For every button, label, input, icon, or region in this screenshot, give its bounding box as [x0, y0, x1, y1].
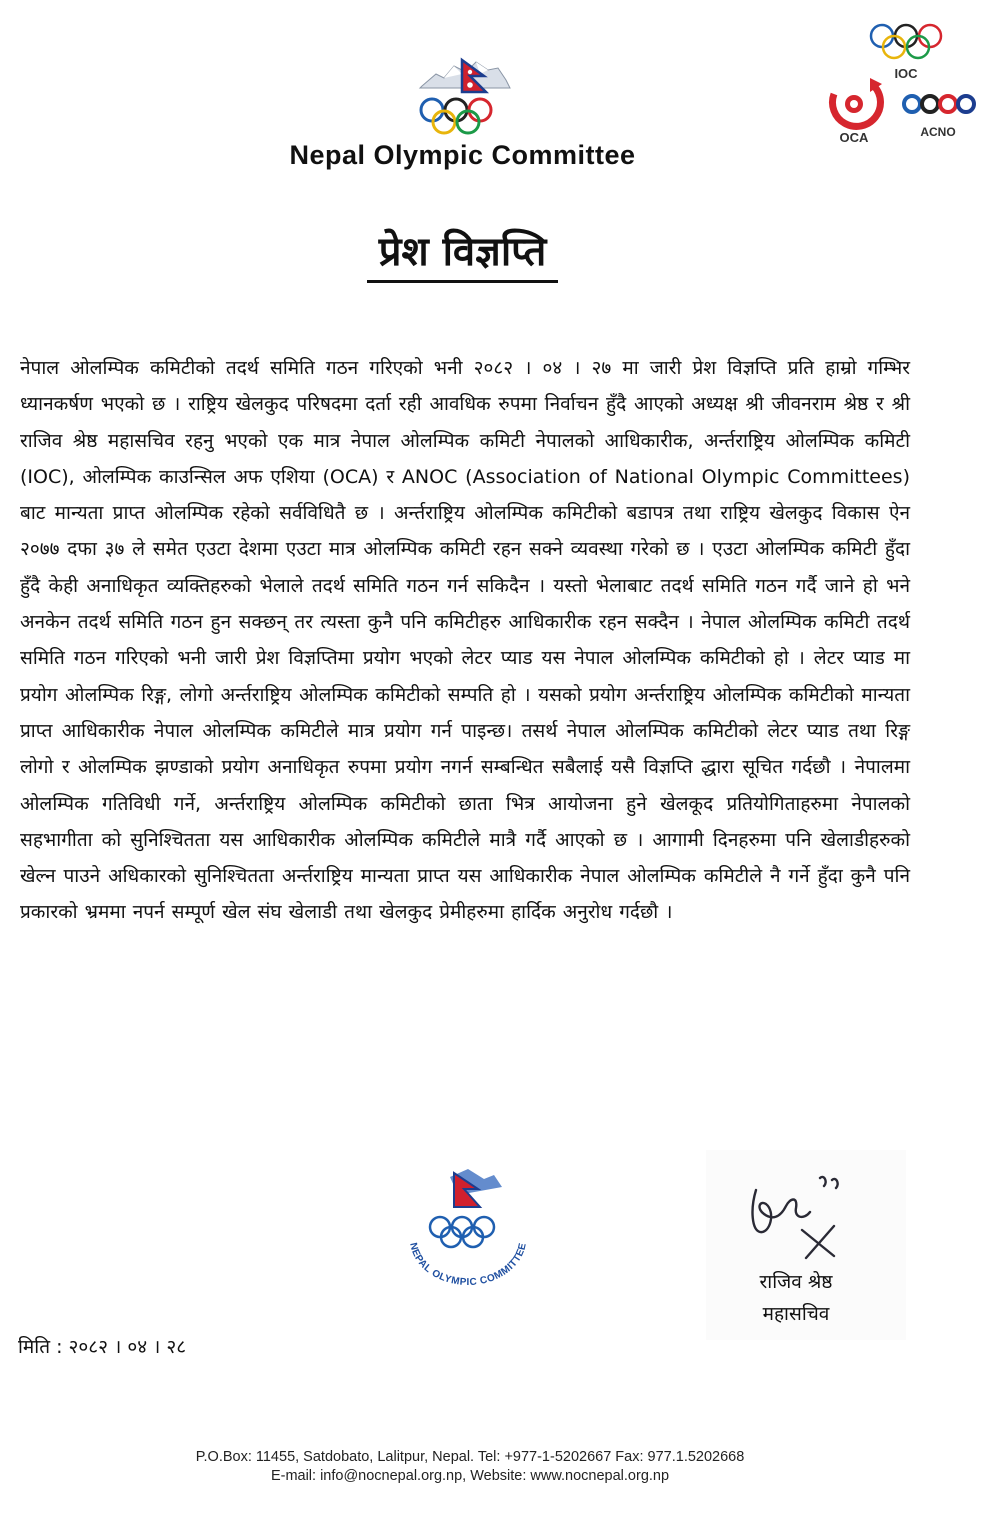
signer-title: महासचिव [762, 1303, 830, 1325]
footer [0, 1448, 940, 1486]
official-stamp [398, 1165, 538, 1285]
noc-logo-icon [414, 52, 514, 142]
signer-name: राजिव श्रेष्ठ [759, 1271, 833, 1293]
acno-label: ACNO [920, 125, 956, 139]
footer-contact: E-mail: info@nocnepal.org.np, Website: www.nocnepal.org.np [270, 1468, 670, 1484]
oca-sun-icon [832, 78, 882, 126]
ioc-label: IOC [894, 66, 918, 81]
document-title [0, 228, 925, 283]
press-release-body: नेपाल ओलम्पिक कमिटीको तदर्थ समिति गठन गरिएको भनी २०८२ । ०४ । २७ मा जारी प्रेश विज्ञप्ति प्रति हाम्रो गम्भिर ध्यानकर्षण भएको छ । राष्ट्रिय खेलकुद परिषदमा दर्ता रही आवधिक रुपमा निर्वाचन हुँदै आएको अध्यक्ष श्री जीवनराम श्रेष्ठ र श्री राजिव श्रेष्ठ महासचिव रहनु भएको एक मात्र नेपाल ओलम्पिक कमिटी नेपालको आधिकारीक, अर्न्तराष्ट्रिय ओलम्पिक कमिटी (IOC), ओलम्पिक काउन्सिल अफ एशिया (OCA) र ANOC (Association of National Olympic Committees) बाट मान्यता प्राप्त ओलम्पिक रहेको सर्वविधितै छ । अर्न्तराष्ट्रिय ओलम्पिक कमिटीको बडापत्र तथा राष्ट्रिय खेलकुद विकास ऐन २०७७ दफा ३७ ले समेत एउटा देशमा एउटा मात्र ओलम्पिक कमिटी रहन सक्ने व्यवस्था गरेको छ । एउटा ओलम्पिक कमिटी हुँदा हुँदै केही अनाधिकृत व्यक्तिहरुको भेलाले तदर्थ समिति गठन गर्न सकिदैन । यस्तो भेलाबाट तदर्थ समिति गठन गर्दै जाने हो भने अनकेन तदर्थ समिति गठन हुन सक्छन् तर त्यस्ता कुनै पनि कमिटीहरु आधिकारीक रहन सक्दैन । नेपाल ओलम्पिक कमिटी तदर्थ समिति गठन गरिएको भनी जारी प्रेश विज्ञप्तिमा प्रयोग भएको लेटर प्याड यस नेपाल ओलम्पिक कमिटीको हो । लेटर प्याड मा प्रयोग ओलम्पिक रिङ्ग, लोगो अर्न्तराष्ट्रिय ओलम्पिक कमिटीको सम्पति हो । यसको प्रयोग अर्न्तराष्ट्रिय ओलम्पिक कमिटीको मान्यता प्राप्त आधिकारीक नेपाल ओलम्पिक कमिटीले मात्र प्रयोग गर्न पाइन्छ। तसर्थ नेपाल ओलम्पिक कमिटीको लेटर प्याड तथा रिङ्ग लोगो र ओलम्पिक झण्डाको प्रयोग अनाधिकृत रुपमा प्रयोग नगर्न सम्बन्धित सबैलाई यसै विज्ञप्ति द्धारा सूचित गर्दछौ । नेपालमा ओलम्पिक गतिविधी गर्ने, अर्न्तराष्ट्रिय ओलम्पिक कमिटीको छाता भित्र आयोजना हुने खेलकूद प्रतियोगिताहरुमा नेपालको सहभागीता को सुनिश्चितता यस आधिकारीक ओलम्पिक कमिटीले मात्रै गर्दै आएको छ । आगामी दिनहरुमा पनि खेलाडीहरुको खेल्न पाउने अधिकारको सुनिश्चितता अर्न्तराष्ट्रिय मान्यता प्राप्त यस आधिकारीक नेपाल ओलम्पिक कमिटीले नै गर्ने हुँदा कुनै पनि प्रकारको भ्रममा नपर्न सम्पूर्ण खेल संघ खेलाडी तथा खेलकुद प्रेमीहरुमा हार्दिक अनुरोध गर्दछौ । [20, 357, 910, 924]
org-name: Nepal Olympic Committee [289, 140, 636, 170]
footer-address: P.O.Box: 11455, Satdobato, Lalitpur, Nepal. Tel: +977-1-5202667 Fax: 977.1.5202668 [195, 1449, 745, 1465]
signature-icon [736, 1160, 856, 1260]
oca-label: OCA [839, 130, 869, 145]
stamp-text: NEPAL OLYMPIC COMMITTEE [407, 1241, 529, 1285]
date-line: मिति : २०८२ । ०४ । २८ [18, 1336, 187, 1358]
affiliation-logos [820, 12, 980, 162]
signature-block [706, 1150, 906, 1340]
document-title-text: प्रेश विज्ञप्ति [367, 228, 559, 283]
acno-rings-icon [904, 96, 974, 112]
svg-text:NEPAL OLYMPIC COMMITTEE [407, 1242, 529, 1285]
ioc-rings-icon [871, 25, 941, 58]
